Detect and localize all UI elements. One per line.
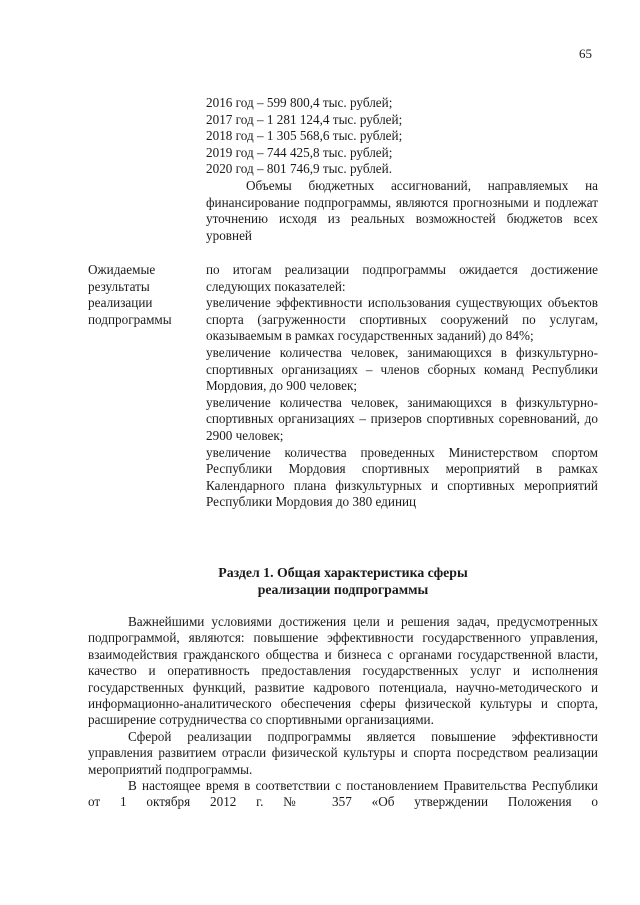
results-label: Ожидаемые результаты реализации подпрограммы [88,262,172,327]
funding-year-line: 2017 год – 1 281 124,4 тыс. рублей; [206,111,403,127]
funding-year-line: 2020 год – 801 746,9 тыс. рублей. [206,161,392,177]
funding-note: Объемы бюджетных ассигнований, направляемых на финансирование подпрограммы, являются прогнозными и подлежат уточнению исходя из реальных возможностей бюджетов всех уровней [206,177,598,243]
funding-year-line: 2019 год – 744 425,8 тыс. рублей; [206,144,393,160]
results-item: увеличение эффективности использования существующих объектов спорта (загруженности спортивных сооружений по услугам, оказываемым в рамках государственных заданий) до 84%; [206,295,598,344]
section-title-line: реализации подпрограммы [257,582,429,597]
funding-year-line: 2016 год – 599 800,4 тыс. рублей; [206,95,393,110]
results-list [206,262,598,511]
body-paragraph: Сферой реализации подпрограммы является повышение эффективности управления развитием отрасли физической культуры и спорта посредством реализации мероприятий подпрограммы. [88,728,598,777]
body-paragraph: Важнейшими условиями достижения цели и решения задач, предусмотренных подпрограммой, являются: повышение эффективности государственного управления, взаимодействия гражданского общества и бизнеса с органами государственной власти, качество и оперативность предоставления государственных услуг и исполнения государственных функций, развитие кадрового потенциала, научно-методического и информационно-аналитического обеспечения сферы физической культуры и спорта, расширение сотрудничества со спортивными организациями. [88,614,598,728]
section-title [88,564,598,598]
body-paragraph: В настоящее время в соответствии с постановлением Правительства Республики от 1 октября 2012 г. № 357 «Об утверждении Положения о [88,778,598,810]
section-body [88,614,598,811]
page-number: 65 [579,46,592,61]
results-item: увеличение количества человек, занимающихся в физкультурно-спортивных организациях – призеров спортивных соревнований, до 2900 человек; [206,394,598,443]
results-item: увеличение количества человек, занимающихся в физкультурно-спортивных организациях – членов сборных команд Республики Мордовия, до 900 человек; [206,344,598,394]
funding-by-year [206,95,598,244]
funding-year-line: 2018 год – 1 305 568,6 тыс. рублей; [206,128,403,144]
results-item: увеличение количества проведенных Министерством спортом Республики Мордовия спортивных мероприятий в рамках Календарного плана физкультурных и спортивных мероприятий Республики Мордовия до 380 единиц [206,444,598,510]
section-title-line: Раздел 1. Общая характеристика сферы [218,565,468,580]
results-item: по итогам реализации подпрограммы ожидается достижение следующих показателей: [206,262,598,294]
